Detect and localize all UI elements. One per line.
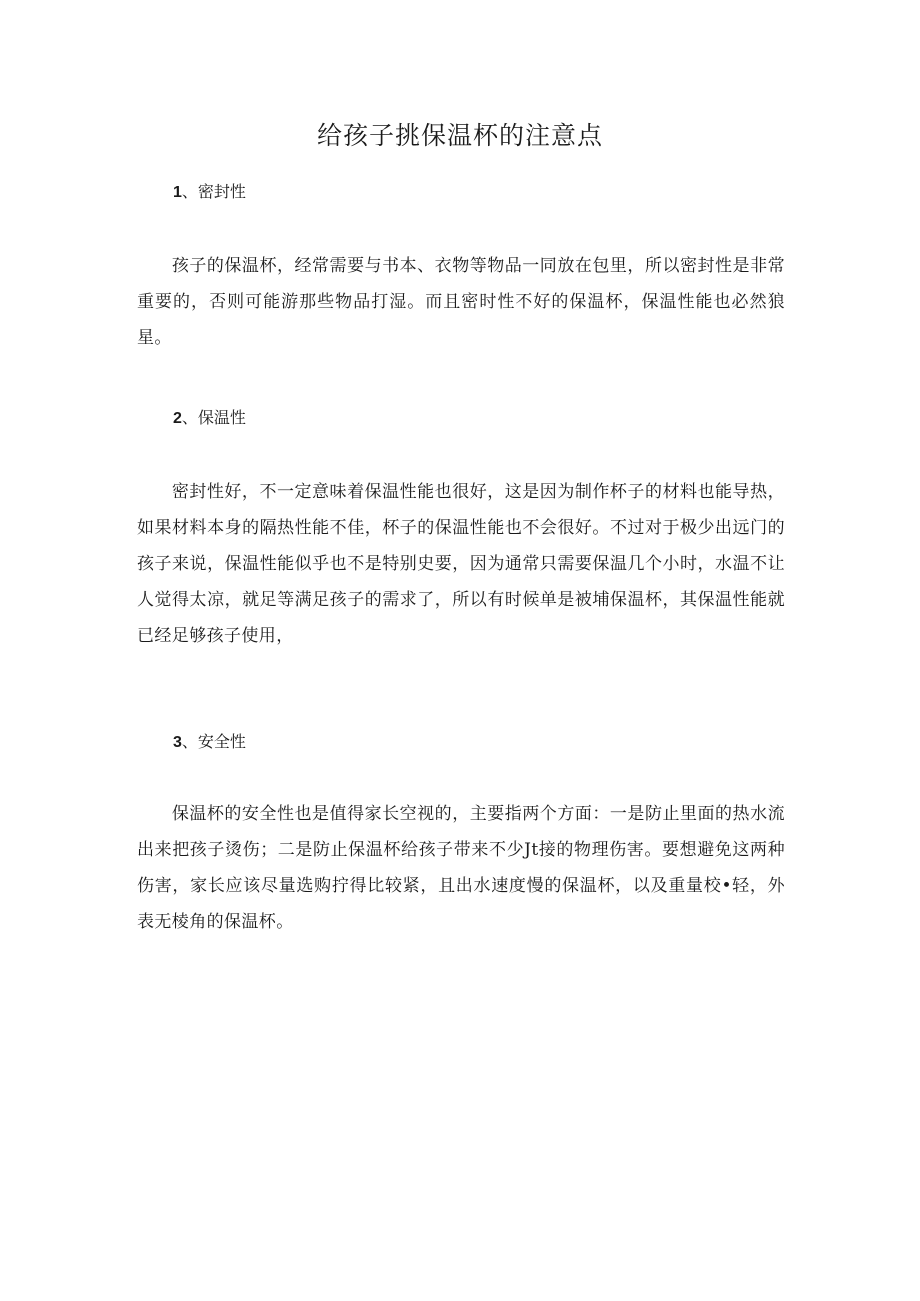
document-title: 给孩子挑保温杯的注意点 (316, 121, 603, 150)
section-paragraph-sealing: 孩子的保温杯，经常需要与书本、衣物等物品一同放在包里，所以密封性是非常重要的，否则可能游那些物品打湿。而且密时性不好的保温杯，保温性能也必然狼星。 (137, 256, 785, 348)
section-heading-insulation (173, 406, 246, 431)
section-number: 2 (173, 410, 182, 427)
section-heading-text: 、密封性 (181, 182, 246, 201)
section-heading-sealing (173, 180, 246, 205)
section-heading-text: 、保温性 (181, 408, 246, 427)
section-number: 1 (173, 184, 182, 201)
section-heading-safety (173, 730, 246, 755)
section-number: 3 (173, 734, 182, 751)
section-paragraph-insulation: 密封性好，不一定意味着保温性能也很好，这是因为制作杯子的材料也能导热，如果材料本身的隔热性能不佳，杯子的保温性能也不会很好。不过对于极少出远门的孩子来说，保温性能似乎也不是特别史要，因为通常只需要保温几个小时，水温不让人觉得太凉，就足等满足孩子的需求了，所以有时候单是被埔保温杯，其保温性能就已经足够孩子使用， (137, 482, 785, 646)
section-paragraph-safety: 保温杯的安全性也是值得家长空视的，主要指两个方面：一是防止里面的热水流出来把孩子烫伤；二是防止保温杯给孩子带来不少Jt接的物理伤害。要想避免这两种伤害，家长应该尽量选购拧得比较紧，且出水速度慢的保温杯，以及重量校•轻，外表无棱角的保温杯。 (137, 804, 785, 932)
section-heading-text: 、安全性 (181, 732, 246, 751)
